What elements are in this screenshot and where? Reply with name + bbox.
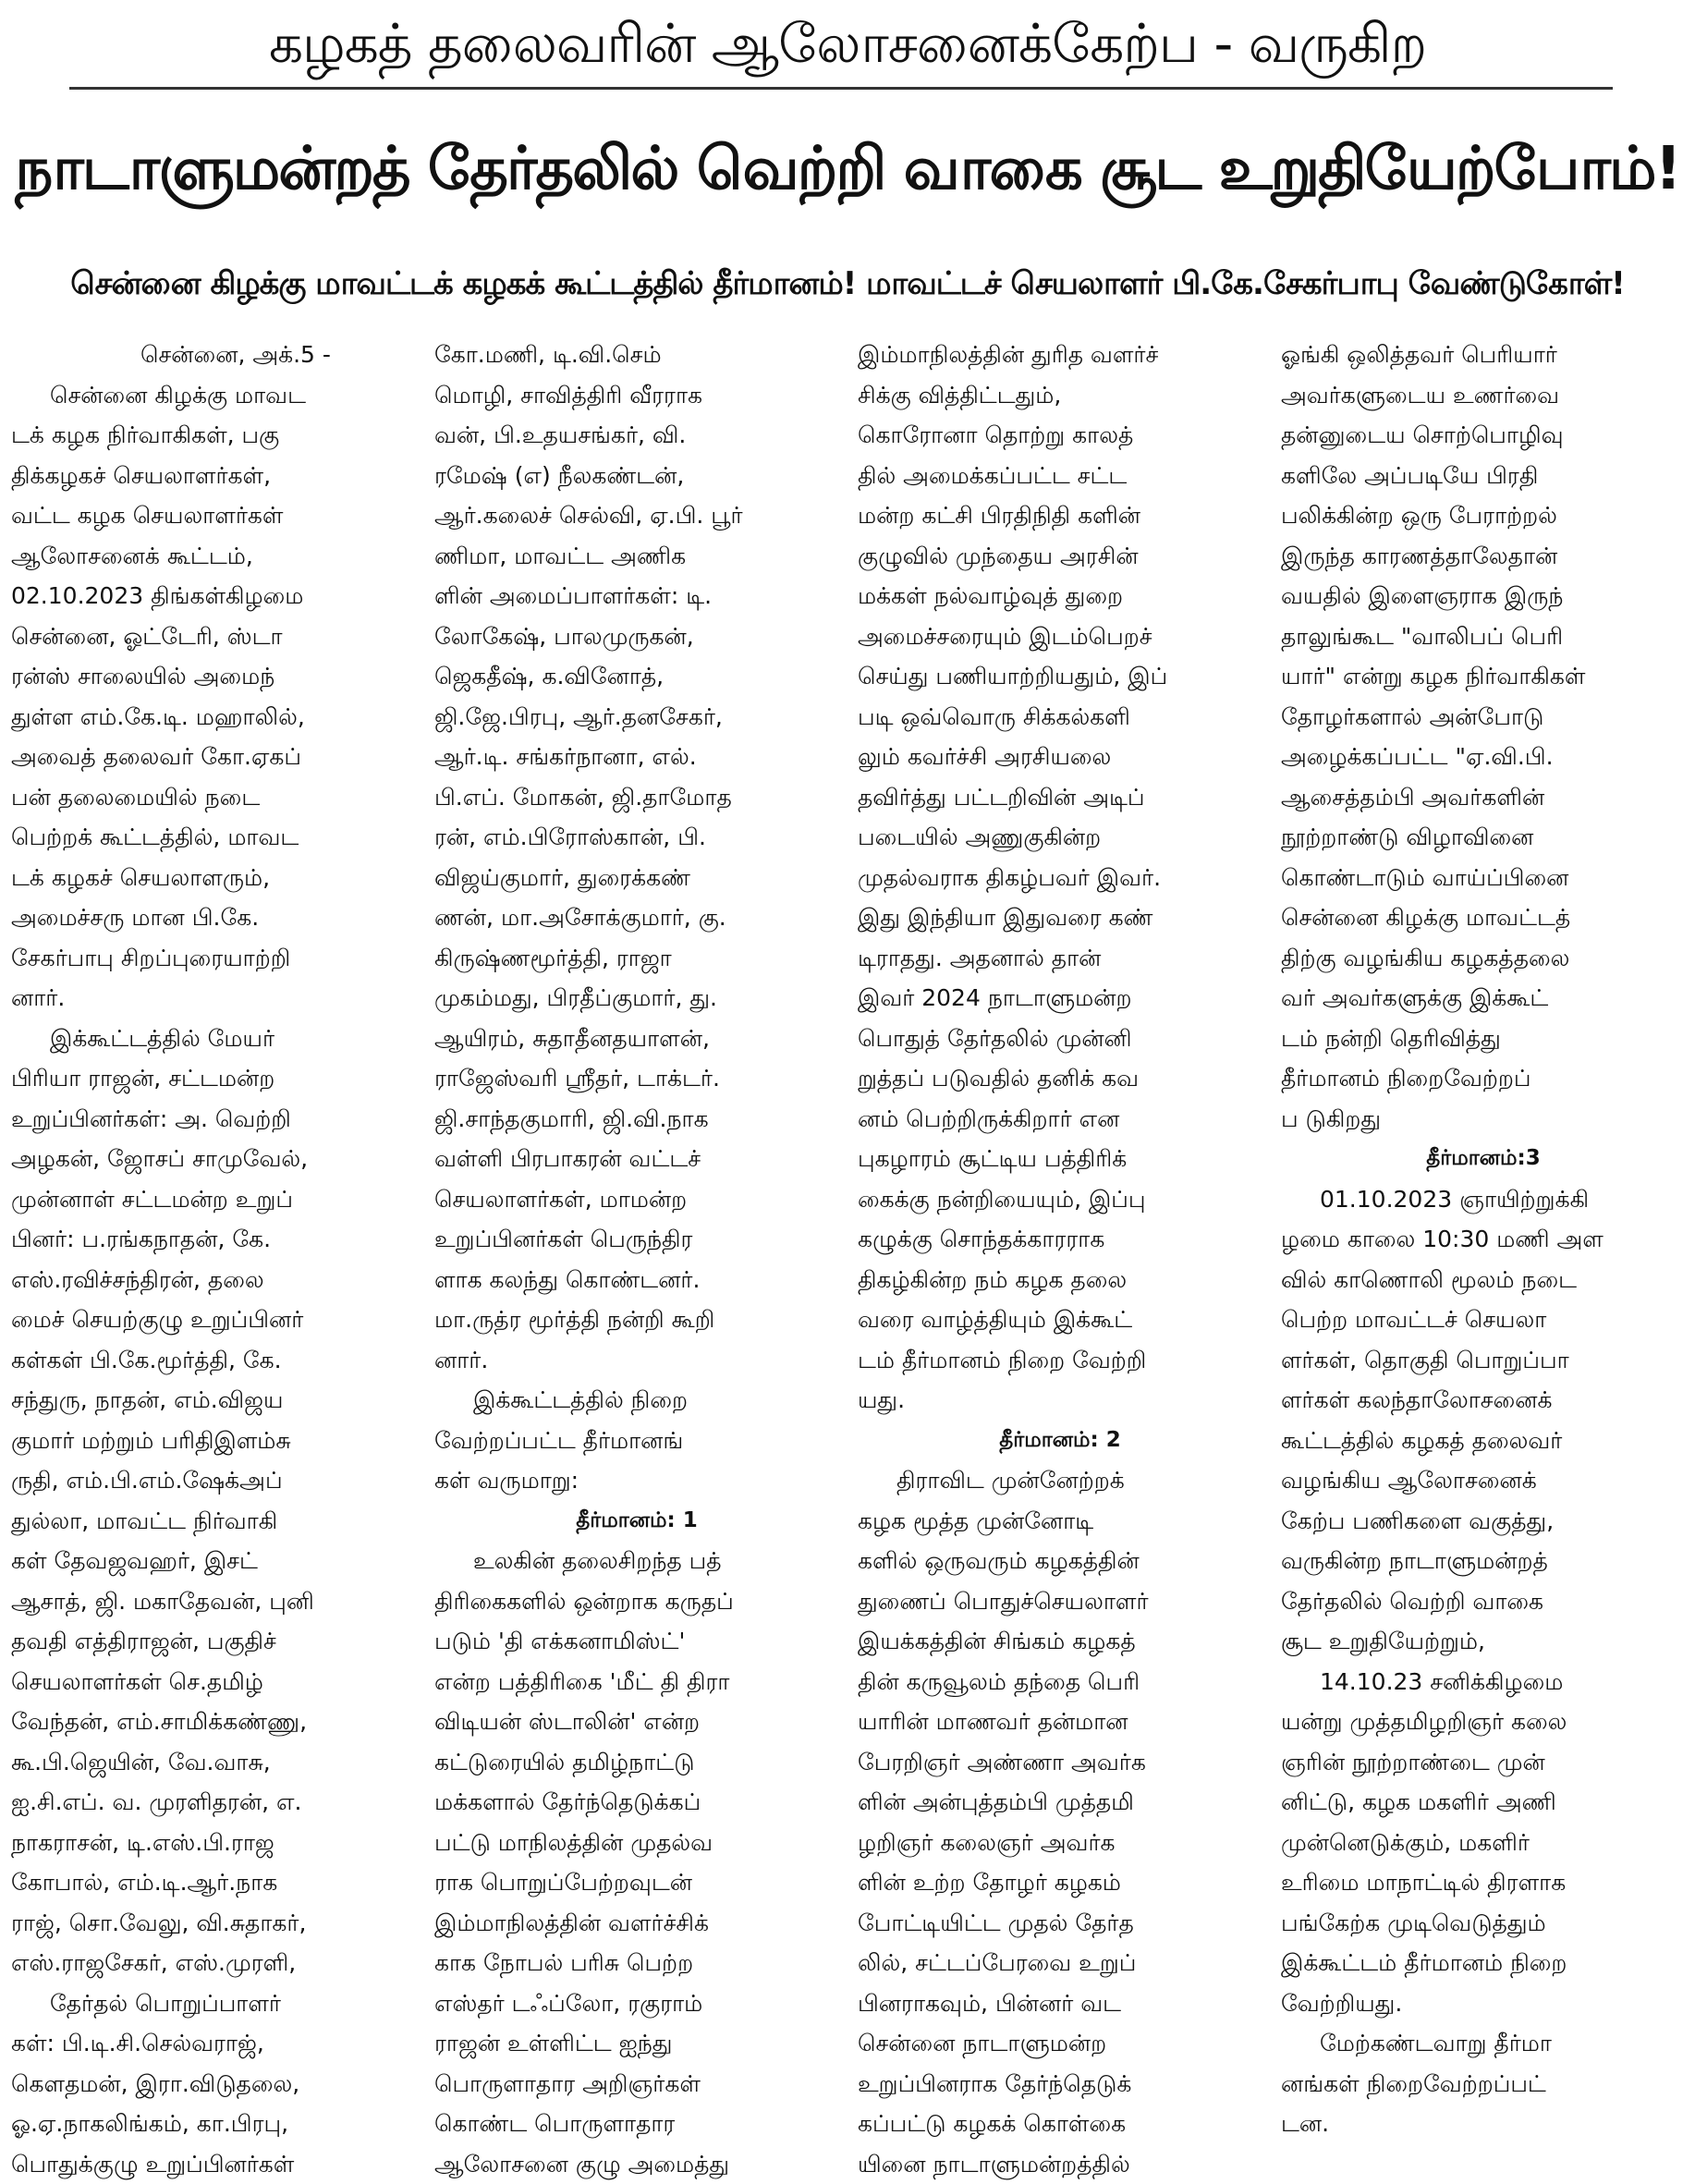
text-line: ணன், மா.அசோக்குமார், கு. [434,897,839,938]
text-line: தேர்தலில் வெற்றி வாகை [1281,1581,1686,1622]
text-line: டம் நன்றி தெரிவித்து [1281,1019,1686,1059]
text-line: உரிமை மாநாட்டில் திரளாக [1281,1862,1686,1903]
column-3 [858,335,1262,2041]
text-line: டன. [1281,2104,1686,2144]
text-line: பொதுக்குழு உறுப்பினர்கள் [11,2144,416,2184]
text-line: குமார் மற்றும் பரிதிஇளம்சு [11,1421,416,1461]
text-line: சென்னை கிழக்கு மாவட்டத் [1281,897,1686,938]
text-line: சென்னை, அக்.5 - [11,335,416,375]
text-line: கப்பட்டு கழகக் கொள்கை [858,2104,1262,2144]
text-line: தின் கருவூலம் தந்தை பெரி [858,1662,1262,1702]
text-line: ராஜேஸ்வரி ஸ்ரீதர், டாக்டர். [434,1058,839,1099]
text-line: திக்கழகச் செயலாளர்கள், [11,456,416,496]
text-line: பங்கேற்க முடிவெடுத்தும் [1281,1903,1686,1944]
text-line: களில் ஒருவரும் கழகத்தின் [858,1541,1262,1581]
text-line: கொண்டாடும் வாய்ப்பினை [1281,858,1686,898]
text-line: கொண்ட பொருளாதார [434,2104,839,2144]
text-line: கூட்டத்தில் கழகத் தலைவர் [1281,1421,1686,1461]
text-line: இம்மாநிலத்தின் துரித வளர்ச் [858,335,1262,375]
text-line: மன்ற கட்சி பிரதிநிதி களின் [858,495,1262,536]
text-line: லில், சட்டப்பேரவை உறுப் [858,1943,1262,1983]
article-body [11,335,1686,2041]
text-line: டம் தீர்மானம் நிறை வேற்றி [858,1340,1262,1381]
text-line: சென்னை நாடாளுமன்ற [858,2023,1262,2064]
text-line: பெற்றக் கூட்டத்தில், மாவட [11,817,416,858]
resolution-heading: தீர்மானம்:3 [1281,1139,1686,1179]
text-line: வில் காணொலி மூலம் நடை [1281,1260,1686,1300]
text-line: ஆர்.டி. சங்கர்நானா, எல். [434,737,839,777]
text-line: துல்லா, மாவட்ட நிர்வாகி [11,1501,416,1542]
text-line: திராவிட முன்னேற்றக் [858,1460,1262,1501]
text-line: னார். [434,1340,839,1381]
text-line: குழுவில் முந்தைய அரசின் [858,536,1262,577]
text-line: ஜி.சாந்தகுமாரி, ஜி.வி.நாக [434,1099,839,1140]
text-line: யன்று முத்தமிழறிஞர் கலை [1281,1702,1686,1742]
text-line: 02.10.2023 திங்கள்கிழமை [11,576,416,616]
text-line: ளர்கள் கலந்தாலோசனைக் [1281,1380,1686,1421]
text-line: படி ஒவ்வொரு சிக்கல்களி [858,697,1262,738]
text-line: னார். [11,978,416,1019]
text-line: உறுப்பினர்கள்: அ. வெற்றி [11,1099,416,1140]
text-line: அழகன், ஜோசப் சாமுவேல், [11,1139,416,1179]
text-line: சேகர்பாபு சிறப்புரையாற்றி [11,938,416,979]
text-line: கள் தேவஜவஹர், இசட் [11,1541,416,1581]
text-line: தவதி எத்திராஜன், பகுதிச் [11,1621,416,1662]
text-line: செயலாளர்கள் செ.தமிழ் [11,1662,416,1702]
text-line: துள்ள எம்.கே.டி. மஹாலில், [11,697,416,738]
text-line: ஆர்.கலைச் செல்வி, ஏ.பி. பூர் [434,495,839,536]
text-line: ஐ.சி.எப். வ. முரளிதரன், எ. [11,1782,416,1823]
text-line: ரன்ஸ் சாலையில் அமைந் [11,656,416,697]
text-line: இக்கூட்டத்தில் நிறை [434,1380,839,1421]
text-line: ளின் அன்புத்தம்பி முத்தமி [858,1782,1262,1823]
text-line: செயலாளர்கள், மாமன்ற [434,1179,839,1220]
text-line: அவர்களுடைய உணர்வை [1281,375,1686,416]
text-line: கௌதமன், இரா.விடுதலை, [11,2064,416,2105]
text-line: சென்னை, ஓட்டேரி, ஸ்டா [11,616,416,657]
text-line: டிராதது. அதனால் தான் [858,938,1262,979]
text-line: பேரறிஞர் அண்ணா அவர்க [858,1742,1262,1783]
text-line: வருகின்ற நாடாளுமன்றத் [1281,1541,1686,1581]
text-line: எஸ்.ரவிச்சந்திரன், தலை [11,1260,416,1300]
text-line: கள் வருமாறு: [434,1460,839,1501]
text-line: ராஜ், சொ.வேலு, வி.சுதாகர், [11,1903,416,1944]
column-1 [11,335,416,2041]
column-4 [1281,335,1686,2041]
text-line: பன் தலைமையில் நடை [11,777,416,818]
text-line: கோபால், எம்.டி.ஆர்.நாக [11,1862,416,1903]
text-line: இருந்த காரணத்தாலேதான் [1281,536,1686,577]
text-line: டக் கழக நிர்வாகிகள், பகு [11,415,416,456]
text-line: ரன், எம்.பிரோஸ்கான், பி. [434,817,839,858]
text-line: றுத்தப் படுவதில் தனிக் கவ [858,1058,1262,1099]
text-line: திகழ்கின்ற நம் கழக தலை [858,1260,1262,1300]
text-line: யார்" என்று கழக நிர்வாகிகள் [1281,656,1686,697]
text-line: கள்கள் பி.கே.மூர்த்தி, கே. [11,1340,416,1381]
text-line: ளின் அமைப்பாளர்கள்: டி. [434,576,839,616]
text-line: ஓ.ஏ.நாகலிங்கம், கா.பிரபு, [11,2104,416,2144]
text-line: கழக மூத்த முன்னோடி [858,1501,1262,1542]
headline-kicker: கழகத் தலைவரின் ஆலோசனைக்கேற்ப - வருகிற [0,6,1695,81]
text-line: ஆலோசனை குழு அமைத்து [434,2144,839,2184]
text-line: யினை நாடாளுமன்றத்தில் [858,2144,1262,2184]
text-line: பி.எப். மோகன், ஜி.தாமோத [434,777,839,818]
text-line: படும் 'தி எக்கனாமிஸ்ட்' [434,1621,839,1662]
text-line: பட்டு மாநிலத்தின் முதல்வ [434,1823,839,1863]
text-line: கோ.மணி, டி.வி.செம் [434,335,839,375]
text-line: மக்களால் தேர்ந்தெடுக்கப் [434,1782,839,1823]
text-line: ரமேஷ் (எ) நீலகண்டன், [434,456,839,496]
text-line: மேற்கண்டவாறு தீர்மா [1281,2023,1686,2064]
text-line: ஜெகதீஷ், க.வினோத், [434,656,839,697]
text-line: திரிகைகளில் ஒன்றாக கருதப் [434,1581,839,1622]
text-line: ப டுகிறது [1281,1099,1686,1140]
text-line: முகம்மது, பிரதீப்குமார், து. [434,978,839,1019]
text-line: பலிக்கின்ற ஒரு பேராற்றல் [1281,495,1686,536]
text-line: சூட உறுதியேற்றும், [1281,1621,1686,1662]
text-line: டக் கழகச் செயலாளரும், [11,858,416,898]
text-line: யாரின் மாணவர் தன்மான [858,1702,1262,1742]
text-line: உலகின் தலைசிறந்த பத் [434,1541,839,1581]
text-line: ருதி, எம்.பி.எம்.ஷேக்அப் [11,1460,416,1501]
kicker-rule [69,87,1613,90]
text-line: னம் பெற்றிருக்கிறார் என [858,1099,1262,1140]
text-line: முதல்வராக திகழ்பவர் இவர். [858,858,1262,898]
text-line: கூ.பி.ஜெயின், வே.வாசு, [11,1742,416,1783]
text-line: முன்னாள் சட்டமன்ற உறுப் [11,1179,416,1220]
text-line: தில் அமைக்கப்பட்ட சட்ட [858,456,1262,496]
text-line: ழமை காலை 10:30 மணி அள [1281,1219,1686,1260]
text-line: இது இந்தியா இதுவரை கண் [858,897,1262,938]
text-line: திற்கு வழங்கிய கழகத்தலை [1281,938,1686,979]
text-line: ஆசைத்தம்பி அவர்களின் [1281,777,1686,818]
text-line: சிக்கு வித்திட்டதும், [858,375,1262,416]
text-line: பொதுத் தேர்தலில் முன்னி [858,1019,1262,1059]
text-line: வர் அவர்களுக்கு இக்கூட் [1281,978,1686,1019]
text-line: ளர்கள், தொகுதி பொறுப்பா [1281,1340,1686,1381]
text-line: பொருளாதார அறிஞர்கள் [434,2064,839,2105]
text-line: காக நோபல் பரிசு பெற்ற [434,1943,839,1983]
text-line: கழுக்கு சொந்தக்காரராக [858,1219,1262,1260]
text-line: வட்ட கழக செயலாளர்கள் [11,495,416,536]
text-line: வன், பி.உதயசங்கர், வி. [434,415,839,456]
text-line: அமைச்சரு மான பி.கே. [11,897,416,938]
text-line: படையில் அணுகுகின்ற [858,817,1262,858]
text-line: லும் கவர்ச்சி அரசியலை [858,737,1262,777]
text-line: உறுப்பினர்கள் பெருந்திர [434,1219,839,1260]
text-line: தாலுங்கூட "வாலிபப் பெரி [1281,616,1686,657]
text-line: ழறிஞர் கலைஞர் அவர்க [858,1823,1262,1863]
text-line: பினராகவும், பின்னர் வட [858,1983,1262,2024]
text-line: அவைத் தலைவர் கோ.ஏகப் [11,737,416,777]
text-line: இவர் 2024 நாடாளுமன்ற [858,978,1262,1019]
text-line: வேற்றப்பட்ட தீர்மானங் [434,1421,839,1461]
text-line: உறுப்பினராக தேர்ந்தெடுக் [858,2064,1262,2105]
text-line: இம்மாநிலத்தின் வளர்ச்சிக் [434,1903,839,1944]
text-line: னங்கள் நிறைவேற்றப்பட் [1281,2064,1686,2105]
text-line: அமைச்சரையும் இடம்பெறச் [858,616,1262,657]
text-line: செய்து பணியாற்றியதும், இப் [858,656,1262,697]
text-line: தன்னுடைய சொற்பொழிவு [1281,415,1686,456]
text-line: மைச் செயற்குழு உறுப்பினர் [11,1299,416,1340]
text-line: வேற்றியது. [1281,1983,1686,2024]
text-line: துணைப் பொதுச்செயலாளர் [858,1581,1262,1622]
text-line: வள்ளி பிரபாகரன் வட்டச் [434,1139,839,1179]
resolution-heading: தீர்மானம்: 2 [858,1421,1262,1461]
text-line: எஸ்தர் டஃப்லோ, ரகுராம் [434,1983,839,2024]
text-line: ஞரின் நூற்றாண்டை முன் [1281,1742,1686,1783]
text-line: ஓங்கி ஒலித்தவர் பெரியார் [1281,335,1686,375]
text-line: 14.10.23 சனிக்கிழமை [1281,1662,1686,1702]
text-line: என்ற பத்திரிகை 'மீட் தி திரா [434,1662,839,1702]
text-line: ஜி.ஜே.பிரபு, ஆர்.தனசேகர், [434,697,839,738]
text-line: ஆசாத், ஜி. மகாதேவன், புனி [11,1581,416,1622]
text-line: கள்: பி.டி.சி.செல்வராஜ், [11,2023,416,2064]
text-line: முன்னெடுக்கும், மகளிர் [1281,1823,1686,1863]
text-line: ளாக கலந்து கொண்டனர். [434,1260,839,1300]
text-line: சந்துரு, நாதன், எம்.விஜய [11,1380,416,1421]
text-line: பிரியா ராஜன், சட்டமன்ற [11,1058,416,1099]
text-line: ஆலோசனைக் கூட்டம், [11,536,416,577]
resolution-heading: தீர்மானம்: 1 [434,1501,839,1542]
text-line: வேந்தன், எம்.சாமிக்கண்ணு, [11,1702,416,1742]
text-line: தீர்மானம் நிறைவேற்றப் [1281,1058,1686,1099]
text-line: தேர்தல் பொறுப்பாளர் [11,1983,416,2024]
text-line: பெற்ற மாவட்டச் செயலா [1281,1299,1686,1340]
text-line: கேற்ப பணிகளை வகுத்து, [1281,1501,1686,1542]
text-line: சென்னை கிழக்கு மாவட [11,375,416,416]
text-line: பினர்: ப.ரங்கநாதன், கே. [11,1219,416,1260]
text-line: நூற்றாண்டு விழாவினை [1281,817,1686,858]
text-line: களிலே அப்படியே பிரதி [1281,456,1686,496]
text-line: இயக்கத்தின் சிங்கம் கழகத் [858,1621,1262,1662]
headline: நாடாளுமன்றத் தேர்தலில் வெற்றி வாகை சூட உறுதியேற்போம்! [0,109,1695,229]
text-line: லோகேஷ், பாலமுருகன், [434,616,839,657]
text-line: கட்டுரையில் தமிழ்நாட்டு [434,1742,839,1783]
text-line: கிருஷ்ணமூர்த்தி, ராஜா [434,938,839,979]
text-line: தோழர்களால் அன்போடு [1281,697,1686,738]
text-line: எஸ்.ராஜசேகர், எஸ்.முரளி, [11,1943,416,1983]
text-line: வழங்கிய ஆலோசனைக் [1281,1460,1686,1501]
text-line: மக்கள் நல்வாழ்வுத் துறை [858,576,1262,616]
subheadline: சென்னை கிழக்கு மாவட்டக் கழகக் கூட்டத்தில் தீர்மானம்! மாவட்டச் செயலாளர் பி.கே.சேகர்பாபு வேண்டுகோள்! [0,251,1695,316]
text-line: கொரோனா தொற்று காலத் [858,415,1262,456]
text-line: 01.10.2023 ஞாயிற்றுக்கி [1281,1179,1686,1220]
text-line: இக்கூட்டம் தீர்மானம் நிறை [1281,1943,1686,1983]
text-line: ஆயிரம், சுதாதீனதயாளன், [434,1019,839,1059]
text-line: இக்கூட்டத்தில் மேயர் [11,1019,416,1059]
text-line: மா.ருத்ர மூர்த்தி நன்றி கூறி [434,1299,839,1340]
text-line: தவிர்த்து பட்டறிவின் அடிப் [858,777,1262,818]
text-line: அழைக்கப்பட்ட "ஏ.வி.பி. [1281,737,1686,777]
text-line: ளின் உற்ற தோழர் கழகம் [858,1862,1262,1903]
text-line: ணிமா, மாவட்ட அணிக [434,536,839,577]
text-line: வரை வாழ்த்தியும் இக்கூட் [858,1299,1262,1340]
text-line: புகழாரம் சூட்டிய பத்திரிக் [858,1139,1262,1179]
column-2 [434,335,839,2041]
text-line: ராக பொறுப்பேற்றவுடன் [434,1862,839,1903]
text-line: நாகராசன், டி.எஸ்.பி.ராஜ [11,1823,416,1863]
text-line: வயதில் இளைஞராக இருந் [1281,576,1686,616]
text-line: விடியன் ஸ்டாலின்' என்ற [434,1702,839,1742]
text-line: விஜய்குமார், துரைக்கண் [434,858,839,898]
text-line: மொழி, சாவித்திரி வீரராக [434,375,839,416]
text-line: போட்டியிட்ட முதல் தேர்த [858,1903,1262,1944]
text-line: னிட்டு, கழக மகளிர் அணி [1281,1782,1686,1823]
text-line: கைக்கு நன்றியையும், இப்பு [858,1179,1262,1220]
text-line: ராஜன் உள்ளிட்ட ஐந்து [434,2023,839,2064]
text-line: யது. [858,1380,1262,1421]
